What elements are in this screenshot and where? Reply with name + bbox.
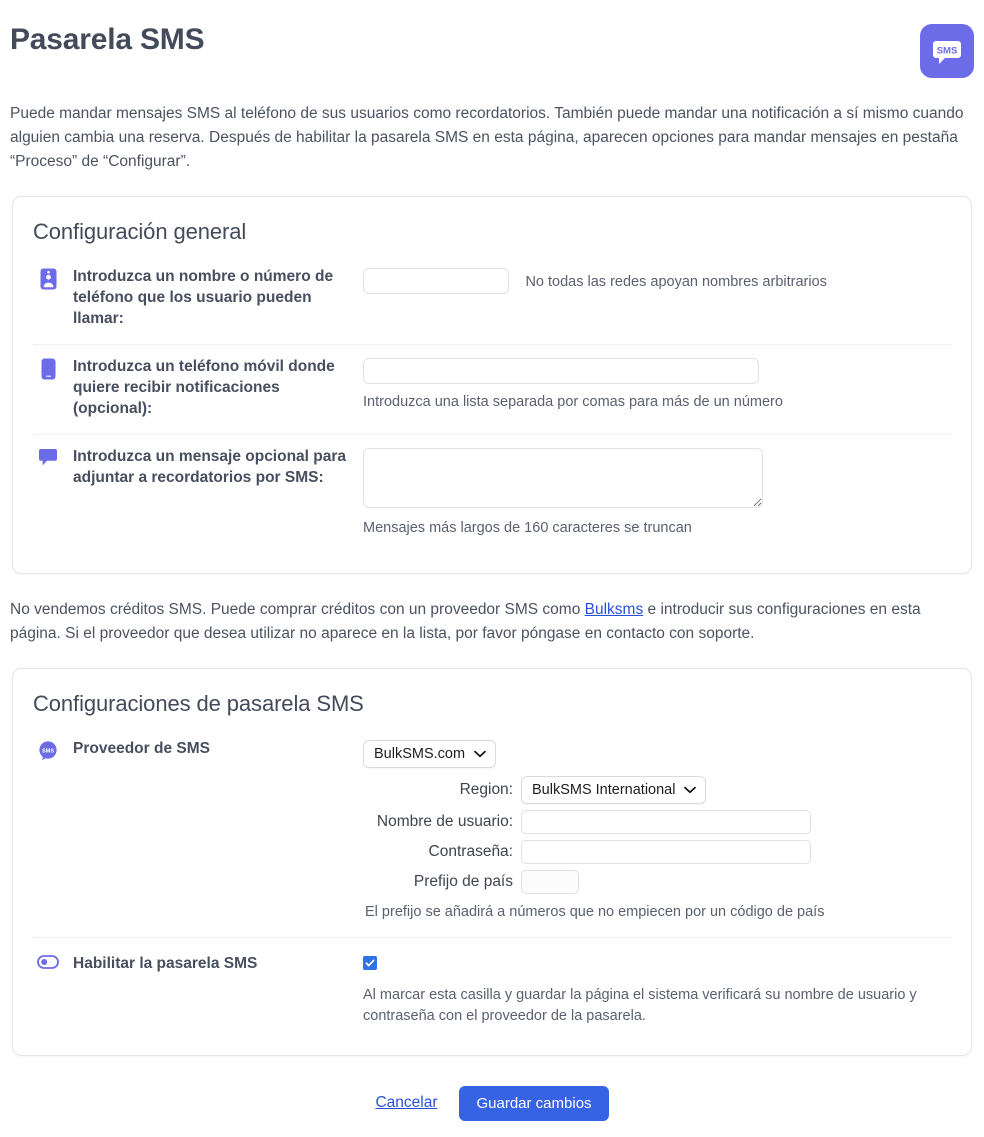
contact-card-icon [37, 267, 59, 293]
region-label: Region: [459, 780, 513, 798]
cancel-link[interactable]: Cancelar [375, 1094, 438, 1112]
sms-provider-select[interactable] [363, 740, 496, 768]
toggle-switch-icon [37, 954, 59, 980]
region-row [363, 776, 951, 804]
row-sms-provider-label-group [33, 739, 363, 765]
notification-mobile-input[interactable] [363, 358, 759, 384]
username-input[interactable] [521, 810, 811, 834]
caller-name-hint: No todas las redes apoyan nombres arbitrarios [525, 273, 827, 290]
password-input[interactable] [521, 840, 811, 864]
provider-subform [363, 776, 951, 923]
row-caller-name-field [363, 267, 951, 294]
optional-message-hint: Mensajes más largos de 160 caracteres se truncan [363, 519, 692, 536]
general-settings-heading: Configuración general [33, 219, 247, 245]
page-header [0, 0, 984, 78]
username-row [363, 810, 951, 834]
enable-gateway-checkbox[interactable] [363, 956, 377, 970]
mobile-phone-icon [37, 357, 59, 383]
row-notification-mobile [33, 344, 951, 434]
enable-gateway-hint: Al marcar esta casilla y guardar la página el sistema verificará su nombre de usuario y contraseña con el proveedor de la pasarela. [363, 986, 917, 1024]
row-optional-message-label-group [33, 447, 363, 489]
row-optional-message-label: Introduzca un mensaje opcional para adjuntar a recordatorios por SMS: [73, 447, 347, 486]
row-enable-gateway-label-group [33, 954, 363, 980]
row-optional-message-field [363, 447, 951, 539]
credits-note-part1: No vendemos créditos SMS. Puede comprar créditos con un proveedor SMS como [10, 600, 585, 618]
country-prefix-input[interactable] [521, 870, 579, 894]
row-optional-message [33, 434, 951, 553]
sms-logo-icon [920, 24, 974, 78]
optional-message-textarea[interactable] [363, 448, 763, 508]
row-enable-gateway [33, 937, 951, 1035]
svg-text:SMS: SMS [41, 748, 55, 755]
bulksms-link[interactable]: Bulksms [584, 600, 644, 618]
row-sms-provider-label: Proveedor de SMS [73, 739, 210, 757]
row-caller-name-label-group [33, 267, 363, 330]
row-caller-name-label: Introduzca un nombre o número de teléfono que los usuario pueden llamar: [73, 268, 334, 327]
password-row [363, 840, 951, 864]
row-caller-name [33, 263, 951, 344]
sms-provider-select-value: BulkSMS.com [374, 745, 466, 762]
gateway-settings-heading: Configuraciones de pasarela SMS [33, 690, 364, 716]
page-title: Pasarela SMS [10, 23, 205, 56]
gateway-settings-card [12, 668, 972, 1056]
general-settings-card [12, 196, 972, 574]
region-select-value: BulkSMS International [532, 781, 676, 798]
sms-bubble-round-icon [37, 739, 59, 765]
row-sms-provider [33, 735, 951, 937]
row-notification-mobile-label-group [33, 357, 363, 420]
notification-mobile-hint: Introduzca una lista separada por comas para más de un número [363, 393, 783, 410]
username-label: Nombre de usuario: [376, 812, 513, 830]
row-enable-gateway-label: Habilitar la pasarela SMS [73, 954, 258, 972]
row-sms-provider-field [363, 739, 951, 923]
password-label: Contraseña: [428, 842, 513, 860]
intro-paragraph: Puede mandar mensajes SMS al teléfono de sus usuarios como recordatorios. También puede mandar una notificación a sí mismo cuando alguien cambia una reserva. Después de habilitar la pasarela SMS en esta página, aparecen opciones para mandar mensajes en pestaña “Proceso” de “Configurar”. [10, 105, 964, 171]
credits-note [10, 598, 974, 646]
save-button[interactable]: Guardar cambios [459, 1086, 608, 1121]
caller-name-input[interactable] [363, 268, 509, 294]
row-notification-mobile-field [363, 357, 951, 413]
credits-note-part2: e introducir sus configuraciones en esta página. Si el proveedor que desea utilizar no aparece en la lista, por favor póngase en contacto con soporte. [10, 600, 921, 642]
row-enable-gateway-field [363, 954, 951, 1027]
prefix-row [363, 870, 951, 894]
row-notification-mobile-label: Introduzca un teléfono móvil donde quiere recibir notificaciones (opcional): [73, 357, 335, 417]
region-select[interactable] [521, 776, 706, 804]
prefix-hint: El prefijo se añadirá a números que no empiecen por un código de país [365, 903, 825, 920]
speech-bubble-icon [37, 447, 59, 473]
prefix-label: Prefijo de país [413, 872, 513, 890]
svg-text:SMS: SMS [936, 45, 958, 57]
form-footer [0, 1086, 984, 1137]
